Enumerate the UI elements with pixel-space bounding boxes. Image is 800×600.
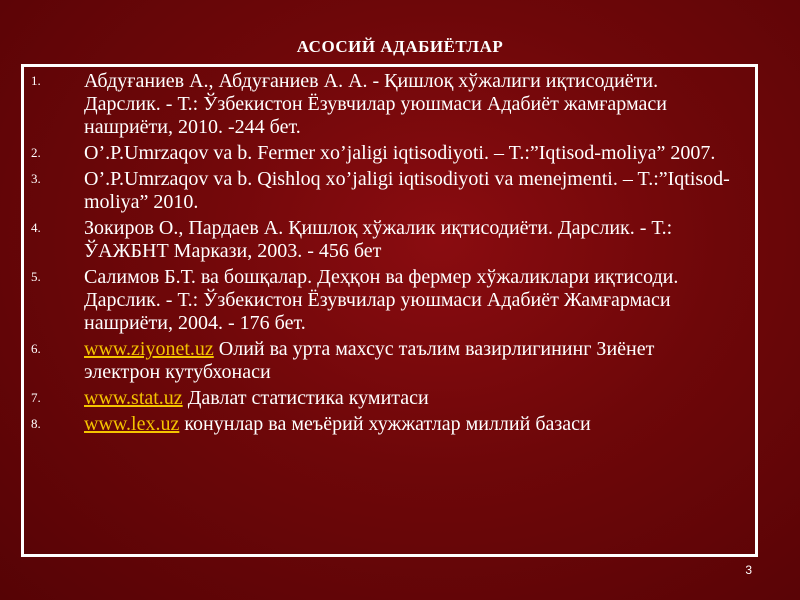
slide-title: АСОСИЙ АДАБИЁТЛАР xyxy=(296,37,504,56)
reference-item-5 xyxy=(31,266,731,335)
reference-text: Салимов Б.Т. ва бошқалар. Деҳқон ва фермер хўжаликлари иқтисоди. Дарслик. - Т.: Ўзбекистон Ёзувчилар уюшмаси Адабиёт Жамғармаси нашриёти, 2004. - 176 бет. xyxy=(84,266,679,334)
page-number: 3 xyxy=(745,563,752,577)
reference-text: конунлар ва меъёрий хужжатлар миллий базаси xyxy=(179,413,591,435)
reference-number: 7. xyxy=(31,390,41,405)
reference-number: 5. xyxy=(31,269,41,284)
reference-number: 8. xyxy=(31,416,41,431)
reference-item-6 xyxy=(31,338,731,384)
reference-number: 3. xyxy=(31,171,41,186)
reference-item-7 xyxy=(31,387,731,410)
reference-item-4 xyxy=(31,217,731,263)
reference-item-2 xyxy=(31,142,731,165)
reference-item-8 xyxy=(31,413,731,436)
reference-number: 4. xyxy=(31,220,41,235)
reference-text: Олий ва урта махсус таълим вазирлигининг Зиёнет электрон кутубхонаси xyxy=(84,338,655,383)
stat-link[interactable]: www.stat.uz xyxy=(84,387,183,409)
ziyonet-link[interactable]: www.ziyonet.uz xyxy=(84,338,214,360)
reference-number: 2. xyxy=(31,145,41,160)
reference-item-3 xyxy=(31,168,731,214)
reference-list xyxy=(31,70,731,439)
reference-number: 1. xyxy=(31,73,41,88)
reference-text: Зокиров О., Пардаев А. Қишлоқ хўжалик иқтисодиёти. Дарслик. - Т.: ЎАЖБНТ Маркази, 2003. - 456 бет xyxy=(84,217,673,262)
reference-text: O’.P.Umrzaqov va b. Qishloq xo’jaligi iqtisodiyoti va menejmenti. – T.:”Iqtisod-moliya” 2010. xyxy=(84,168,730,213)
reference-text: Давлат статистика кумитаси xyxy=(182,387,429,409)
reference-number: 6. xyxy=(31,341,41,356)
lex-link[interactable]: www.lex.uz xyxy=(84,413,180,435)
reference-text: O’.P.Umrzaqov va b. Fermer xo’jaligi iqtisodiyoti. – T.:”Iqtisod-moliya” 2007. xyxy=(84,142,716,164)
reference-text: Абдуғаниев А., Абдуғаниев А. А. - Қишлоқ хўжалиги иқтисодиёти. Дарслик. - Т.: Ўзбекистон Ёзувчилар уюшмаси Адабиёт жамғармаси нашриёти, 2010. -244 бет. xyxy=(84,70,667,138)
reference-item-1 xyxy=(31,70,731,139)
